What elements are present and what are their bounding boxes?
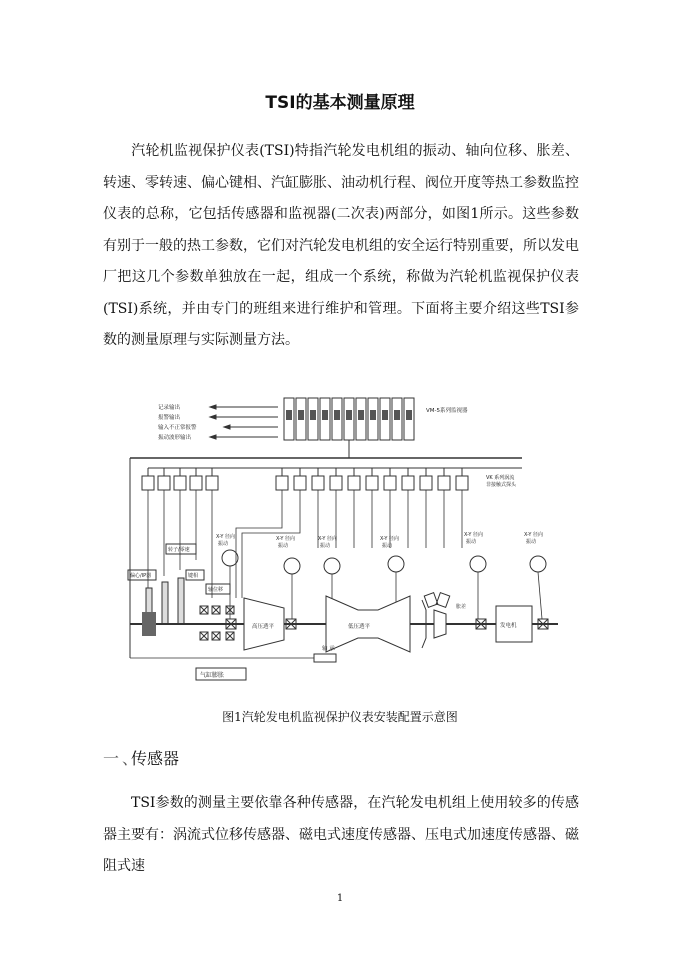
probe-driver-box (438, 476, 450, 490)
intro-paragraph-text: 汽轮机监视保护仪表(TSI)特指汽轮发电机组的振动、轴向位移、胀差、转速、零转速、偏心键相、汽缸膨胀、油动机行程、阀位开度等热工参数监控仪表的总称，它包括传感器和监视器(二次表)两部分，如图1所示。这些参数有别于一般的热工参数，它们对汽轮发电机组的安全运行特别重要，所以发电厂把这几个参数单独放在一起，组成一个系统，称做为汽轮机监视保护仪表(TSI)系统，并由专门的班组来进行维护和管理。下面将主要介绍这些TSI参数的测量原理与实际测量方法。 (103, 143, 579, 348)
svg-text:X-Y 径向: X-Y 径向 (464, 532, 484, 538)
bearing-probe-circle (284, 558, 300, 574)
svg-text:振动: 振动 (526, 539, 537, 545)
page-number: 1 (336, 893, 344, 904)
probe-driver-box (420, 476, 432, 490)
probe-label-line1: VK 系列涡流 (486, 475, 515, 481)
probe-driver-box (312, 476, 324, 490)
sensor-paragraph-text: TSI参数的测量主要依靠各种传感器，在汽轮发电机组上使用较多的传感器主要有：涡流式位移传感器、磁电式速度传感器、压电式加速度传感器、磁阻式速 (103, 795, 579, 874)
probe-driver-box (190, 476, 202, 490)
keyphase-probe (178, 578, 184, 624)
sensor-paragraph (103, 788, 579, 883)
bearing-probe-circle (530, 556, 546, 572)
svg-text:X-Y 径向: X-Y 径向 (380, 536, 400, 542)
svg-text:振动: 振动 (320, 543, 331, 549)
probe-driver-box (402, 476, 414, 490)
lp-turbine-label: 低压透平 (348, 624, 371, 630)
xy-label-1: X-Y 径向 (216, 534, 236, 540)
section-title: 传感器 (131, 749, 180, 768)
svg-text:X-Y 径向: X-Y 径向 (524, 532, 544, 538)
arrow-heads (210, 405, 230, 439)
probe-driver-box (158, 476, 170, 490)
eccentric-probe (162, 582, 168, 624)
xy-vibration-probes (216, 531, 546, 574)
page-title: TSI的基本测量原理 (265, 93, 415, 113)
diff-expansion-probe (424, 593, 438, 608)
cylinder-expansion-label: 气缸膨胀 (200, 672, 225, 679)
rotor-speed-label: 转子/零速 (168, 547, 190, 553)
probe-driver-box (330, 476, 342, 490)
generator-label: 发电机 (500, 623, 517, 629)
monitor-rack (284, 398, 468, 458)
probe-driver-box (384, 476, 396, 490)
section-number: 一、 (103, 749, 142, 768)
keyphase-label: 键相 (188, 573, 199, 579)
probe-drivers (142, 468, 522, 490)
output-label-record: 记录输出 (158, 405, 181, 411)
probe-driver-box (348, 476, 360, 490)
probe-driver-box (142, 476, 154, 490)
hp-turbine-label: 高压透平 (252, 624, 275, 630)
section-heading (103, 746, 179, 769)
svg-text:振动: 振动 (278, 543, 289, 549)
diff-expansion-probe (436, 593, 450, 608)
svg-text:振动: 振动 (382, 543, 393, 549)
bearing-probe-circle (470, 556, 486, 572)
svg-text:振动: 振动 (218, 541, 229, 547)
svg-text:X-Y 径向: X-Y 径向 (276, 536, 296, 542)
probe-label-line2: 非接触式探头 (486, 482, 517, 488)
eccentricity-label: 偏心/IP器 (130, 573, 152, 579)
probe-driver-box (276, 476, 288, 490)
svg-text:X-Y 径向: X-Y 径向 (318, 536, 338, 542)
output-label-input-fault: 输入不正常报警 (158, 425, 197, 431)
axial-label: 轴位移 (208, 587, 224, 593)
diff-expansion-label: 胀差 (456, 604, 467, 610)
bearing-label: 轴 承 (322, 646, 335, 652)
svg-text:振动: 振动 (466, 539, 477, 545)
gear-wheel (142, 612, 156, 636)
figure-caption: 图1汽轮发电机监视保护仪表安装配置示意图 (222, 710, 458, 724)
output-label-alarm: 报警输出 (158, 415, 181, 421)
probe-driver-box (206, 476, 218, 490)
probe-driver-box (366, 476, 378, 490)
bearing-probe-circle (324, 558, 340, 574)
probe-driver-box (456, 476, 468, 490)
intro-paragraph (103, 136, 579, 357)
output-label-waveform: 振动波形输出 (158, 435, 192, 441)
bearing-probe-circle (388, 556, 404, 572)
probe-driver-box (174, 476, 186, 490)
tsi-configuration-diagram (126, 388, 558, 688)
monitor-rack-label: VM-5系列监视器 (426, 408, 468, 414)
probe-driver-box (294, 476, 306, 490)
output-signals (158, 403, 278, 441)
bearing-block (314, 654, 336, 662)
